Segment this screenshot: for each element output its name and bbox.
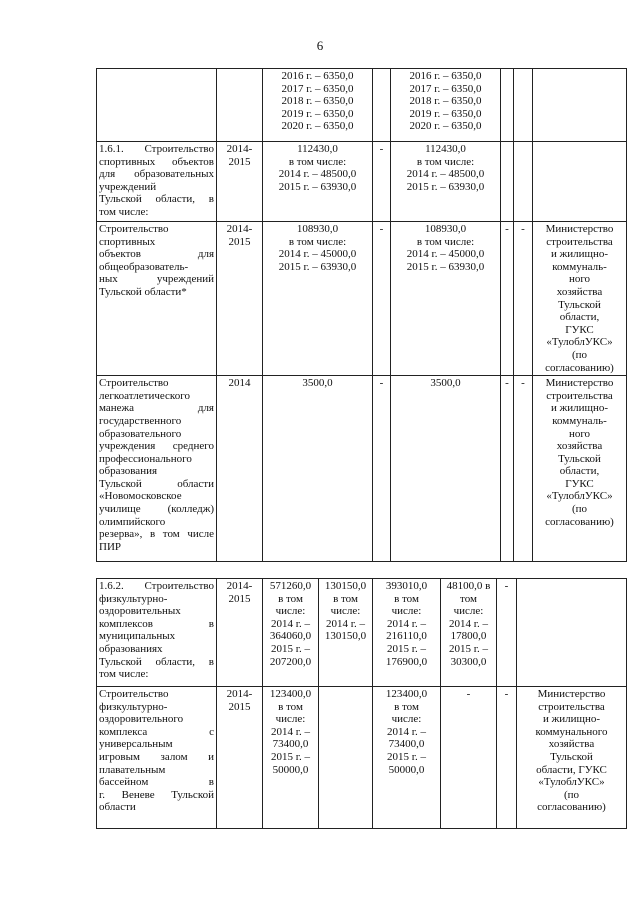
cell-line: физкультурно- — [99, 592, 168, 605]
cell-line: числе: — [330, 605, 361, 618]
executor-cell — [533, 69, 627, 142]
program-table-2 — [96, 578, 627, 829]
cell-line: плавательным — [99, 763, 166, 776]
cell-line: строительства — [546, 235, 613, 248]
name-cell — [97, 69, 217, 142]
cell-line: 2015 г. – — [270, 642, 311, 655]
cell-line: 2015 г. – 63930,0 — [406, 180, 485, 193]
cell-line: в том числе: — [288, 235, 347, 248]
cell-line: ных учреждений — [99, 273, 214, 286]
regional-cell — [373, 579, 441, 687]
cell-line: Строительство — [99, 688, 169, 700]
cell-line: числе: — [453, 605, 484, 618]
table-row — [97, 69, 627, 142]
cell-line: профессионального — [99, 452, 192, 465]
cell-line: том — [460, 592, 477, 605]
cell-line: 2016 г. – 6350,0 — [409, 70, 482, 82]
cell-line: в том — [394, 700, 419, 713]
table-row — [97, 687, 627, 829]
cell-line: училище (колледж) — [99, 503, 214, 516]
extra-cell: - — [514, 376, 533, 562]
cell-line: 130150,0 — [324, 630, 367, 643]
cell-line: Строительство — [99, 377, 169, 390]
name-cell — [97, 142, 217, 222]
cell-line: 2014- — [226, 223, 253, 235]
cell-line: 2018 г. – 6350,0 — [281, 95, 354, 108]
cell-line: числе: — [391, 605, 422, 618]
cell-line: 17800,0 — [450, 630, 487, 643]
name-cell — [97, 376, 217, 562]
executor-cell — [533, 142, 627, 222]
cell-line: для образовательных — [99, 168, 214, 181]
executor-cell — [533, 222, 627, 376]
cell-line: 123400,0 — [269, 688, 312, 700]
cell-line: согласованию) — [545, 515, 614, 528]
regional-cell — [391, 222, 501, 376]
cell-line: 2015 — [228, 155, 251, 168]
cell-line: Министерство — [537, 688, 606, 700]
cell-line: 364060,0 — [269, 630, 312, 643]
cell-line: согласованию) — [545, 361, 614, 374]
cell-line: 2015 — [228, 235, 251, 248]
cell-line: 393010,0 — [385, 580, 428, 592]
cell-line: комплексов в — [99, 617, 214, 630]
federal-cell — [373, 69, 391, 142]
table-row — [97, 222, 627, 376]
federal-cell: - — [373, 222, 391, 376]
cell-line: 2014- — [226, 688, 253, 700]
cell-line: государственного — [99, 414, 182, 427]
cell-line: и жилищно- — [550, 402, 609, 415]
cell-line: области, — [559, 465, 600, 478]
cell-line: области, ГУКС — [536, 763, 607, 776]
cell-line: 73400,0 — [388, 738, 425, 751]
cell-line: 2015 г. – — [386, 642, 427, 655]
cell-line: Тульской — [550, 750, 593, 763]
cell-line: 2014 г. – 48500,0 — [406, 168, 485, 181]
name-cell — [97, 222, 217, 376]
cell-line: спортивных — [99, 235, 156, 248]
cell-line: оздоровительного — [99, 713, 184, 726]
cell-line: 1.6.2. Строительство — [99, 580, 214, 592]
federal-cell: - — [373, 376, 391, 562]
cell-line: 123400,0 — [385, 688, 428, 700]
cell-line: легкоатлетического — [99, 389, 190, 402]
cell-line: образовательного — [99, 427, 182, 440]
cell-line: в том числе: — [288, 155, 347, 168]
extra-cell: - — [497, 579, 517, 687]
page-number: 6 — [316, 38, 324, 53]
cell-line: 112430,0 — [425, 143, 466, 155]
local-cell: - — [441, 687, 497, 829]
local-cell: - — [501, 222, 514, 376]
executor-cell — [533, 376, 627, 562]
cell-line: (по — [571, 503, 588, 516]
cell-line: ПИР — [99, 540, 122, 553]
total-cell: 3500,0 — [263, 376, 373, 562]
regional-cell — [391, 69, 501, 142]
federal-cell: - — [373, 142, 391, 222]
cell-line: Строительство — [99, 223, 169, 235]
extra-cell: - — [497, 687, 517, 829]
cell-line: 2015 г. – — [386, 750, 427, 763]
name-cell — [97, 687, 217, 829]
cell-line: 2017 г. – 6350,0 — [409, 82, 482, 95]
cell-line: числе: — [275, 605, 306, 618]
cell-line: 2014 г. – 48500,0 — [278, 168, 357, 181]
cell-line: том числе: — [99, 205, 149, 218]
cell-line: 108930,0 — [296, 223, 339, 235]
cell-line: «ТулоблУКС» — [538, 776, 605, 789]
cell-line: 571260,0 — [269, 580, 312, 592]
cell-line: 2014 г. – 45000,0 — [406, 248, 485, 261]
cell-line: общеобразователь- — [99, 260, 189, 273]
cell-line: 216110,0 — [386, 630, 427, 643]
cell-line: 2015 г. – 63930,0 — [278, 260, 357, 273]
cell-line: Министерство — [545, 223, 614, 235]
years-cell — [217, 579, 263, 687]
cell-line: муниципальных — [99, 630, 176, 643]
cell-line: в том числе: — [416, 235, 475, 248]
total-cell — [263, 687, 319, 829]
cell-line: 1.6.1. Строительство — [99, 143, 214, 155]
cell-line: 108930,0 — [424, 223, 467, 235]
cell-line: Тульской области, в — [99, 655, 214, 668]
cell-line: «ТулоблУКС» — [546, 336, 613, 349]
cell-line: 2014 г. – — [325, 617, 366, 630]
cell-line: Тульской — [558, 298, 601, 311]
cell-line: 2014 г. – — [386, 725, 427, 738]
cell-line: образования — [99, 465, 158, 478]
cell-line: 2014 г. – — [448, 617, 489, 630]
cell-line: бассейном в — [99, 776, 214, 789]
cell-line: 30300,0 — [450, 655, 487, 668]
cell-line: числе: — [391, 713, 422, 726]
cell-line: 130150,0 — [324, 580, 367, 592]
cell-line: в том — [278, 700, 303, 713]
cell-line: г. Веневе Тульской — [99, 788, 214, 801]
cell-line: ного — [568, 427, 591, 440]
cell-line: 48100,0 в — [446, 580, 491, 592]
table-row — [97, 376, 627, 562]
cell-line: 50000,0 — [388, 763, 425, 776]
cell-line: 2014 — [228, 377, 251, 390]
regional-cell — [373, 687, 441, 829]
cell-line: коммуналь- — [552, 260, 607, 273]
cell-line: 2015 г. – — [448, 642, 489, 655]
cell-line: 2019 г. – 6350,0 — [409, 107, 482, 120]
cell-line: 2016 г. – 6350,0 — [281, 70, 354, 82]
table-row — [97, 142, 627, 222]
cell-line: оздоровительных — [99, 605, 181, 618]
cell-line: 2015 — [228, 700, 251, 713]
cell-line: строительства — [538, 700, 605, 713]
cell-line: учреждения среднего — [99, 440, 214, 453]
cell-line: 73400,0 — [272, 738, 309, 751]
years-cell — [217, 687, 263, 829]
table-row — [97, 579, 627, 687]
cell-line: резерва», в том числе — [99, 528, 214, 541]
federal-cell — [319, 579, 373, 687]
cell-line: области, — [559, 311, 600, 324]
program-table-1 — [96, 68, 627, 562]
cell-line: ГУКС — [565, 477, 594, 490]
cell-line: Тульской — [558, 452, 601, 465]
cell-line: спортивных объектов — [99, 155, 214, 168]
total-cell — [263, 69, 373, 142]
local-cell — [501, 142, 514, 222]
cell-line: 2014- — [226, 143, 253, 155]
local-cell — [501, 69, 514, 142]
cell-line: строительства — [546, 389, 613, 402]
cell-line: образованиях — [99, 642, 163, 655]
cell-line: Тульской области — [99, 477, 214, 490]
extra-cell — [514, 69, 533, 142]
years-cell — [217, 142, 263, 222]
cell-line: в том числе: — [416, 155, 475, 168]
cell-line: хозяйства — [548, 738, 595, 751]
cell-line: 50000,0 — [272, 763, 309, 776]
cell-line: 2015 — [228, 592, 251, 605]
cell-line: 2019 г. – 6350,0 — [281, 107, 354, 120]
cell-line: комплекса с — [99, 725, 214, 738]
local-cell — [441, 579, 497, 687]
cell-line: (по — [571, 348, 588, 361]
total-cell — [263, 222, 373, 376]
cell-line: 176900,0 — [385, 655, 428, 668]
cell-line: ного — [568, 273, 591, 286]
cell-line: «Новомосковское — [99, 490, 182, 503]
local-cell: - — [501, 376, 514, 562]
total-cell — [263, 142, 373, 222]
cell-line: учреждений — [99, 180, 157, 193]
cell-line: 2014 г. – — [270, 725, 311, 738]
executor-cell — [517, 687, 627, 829]
cell-line: том числе: — [99, 668, 149, 681]
cell-line: 2015 г. – 63930,0 — [406, 260, 485, 273]
cell-line: 2015 г. – — [270, 750, 311, 763]
cell-line: 2020 г. – 6350,0 — [281, 120, 354, 133]
years-cell — [217, 222, 263, 376]
cell-line: согласованию) — [537, 801, 606, 814]
cell-line: и жилищно- — [550, 248, 609, 261]
cell-line: ГУКС — [565, 323, 594, 336]
extra-cell: - — [514, 222, 533, 376]
cell-line: коммунального — [535, 725, 608, 738]
cell-line: 2017 г. – 6350,0 — [281, 82, 354, 95]
cell-line: числе: — [275, 713, 306, 726]
cell-line: в том — [394, 592, 419, 605]
cell-line: 2014 г. – — [386, 617, 427, 630]
cell-line: 2020 г. – 6350,0 — [409, 120, 482, 133]
cell-line: коммуналь- — [552, 414, 607, 427]
cell-line: универсальным — [99, 738, 173, 751]
cell-line: области — [99, 801, 136, 814]
years-cell — [217, 376, 263, 562]
cell-line: манежа для — [99, 402, 214, 415]
regional-cell: 3500,0 — [391, 376, 501, 562]
extra-cell — [514, 142, 533, 222]
cell-line: игровым залом и — [99, 750, 214, 763]
cell-line: олимпийского — [99, 515, 166, 528]
regional-cell — [391, 142, 501, 222]
cell-line: 2018 г. – 6350,0 — [409, 95, 482, 108]
federal-cell — [319, 687, 373, 829]
cell-line: и жилищно- — [542, 713, 601, 726]
cell-line: 2014 г. – 45000,0 — [278, 248, 357, 261]
cell-line: Тульской области* — [99, 285, 187, 298]
cell-line: 2015 г. – 63930,0 — [278, 180, 357, 193]
cell-line: 112430,0 — [297, 143, 338, 155]
cell-line: «ТулоблУКС» — [546, 490, 613, 503]
name-cell — [97, 579, 217, 687]
cell-line: в том — [278, 592, 303, 605]
cell-line: хозяйства — [556, 285, 603, 298]
total-cell — [263, 579, 319, 687]
executor-cell — [517, 579, 627, 687]
cell-line: хозяйства — [556, 440, 603, 453]
years-cell — [217, 69, 263, 142]
cell-line: Министерство — [545, 377, 614, 390]
cell-line: в том — [333, 592, 358, 605]
cell-line: физкультурно- — [99, 700, 168, 713]
cell-line: 2014 г. – — [270, 617, 311, 630]
cell-line: 2014- — [226, 580, 253, 592]
cell-line: 207200,0 — [269, 655, 312, 668]
cell-line: Тульской области, в — [99, 193, 214, 206]
cell-line: объектов для — [99, 248, 214, 261]
cell-line: (по — [563, 788, 580, 801]
